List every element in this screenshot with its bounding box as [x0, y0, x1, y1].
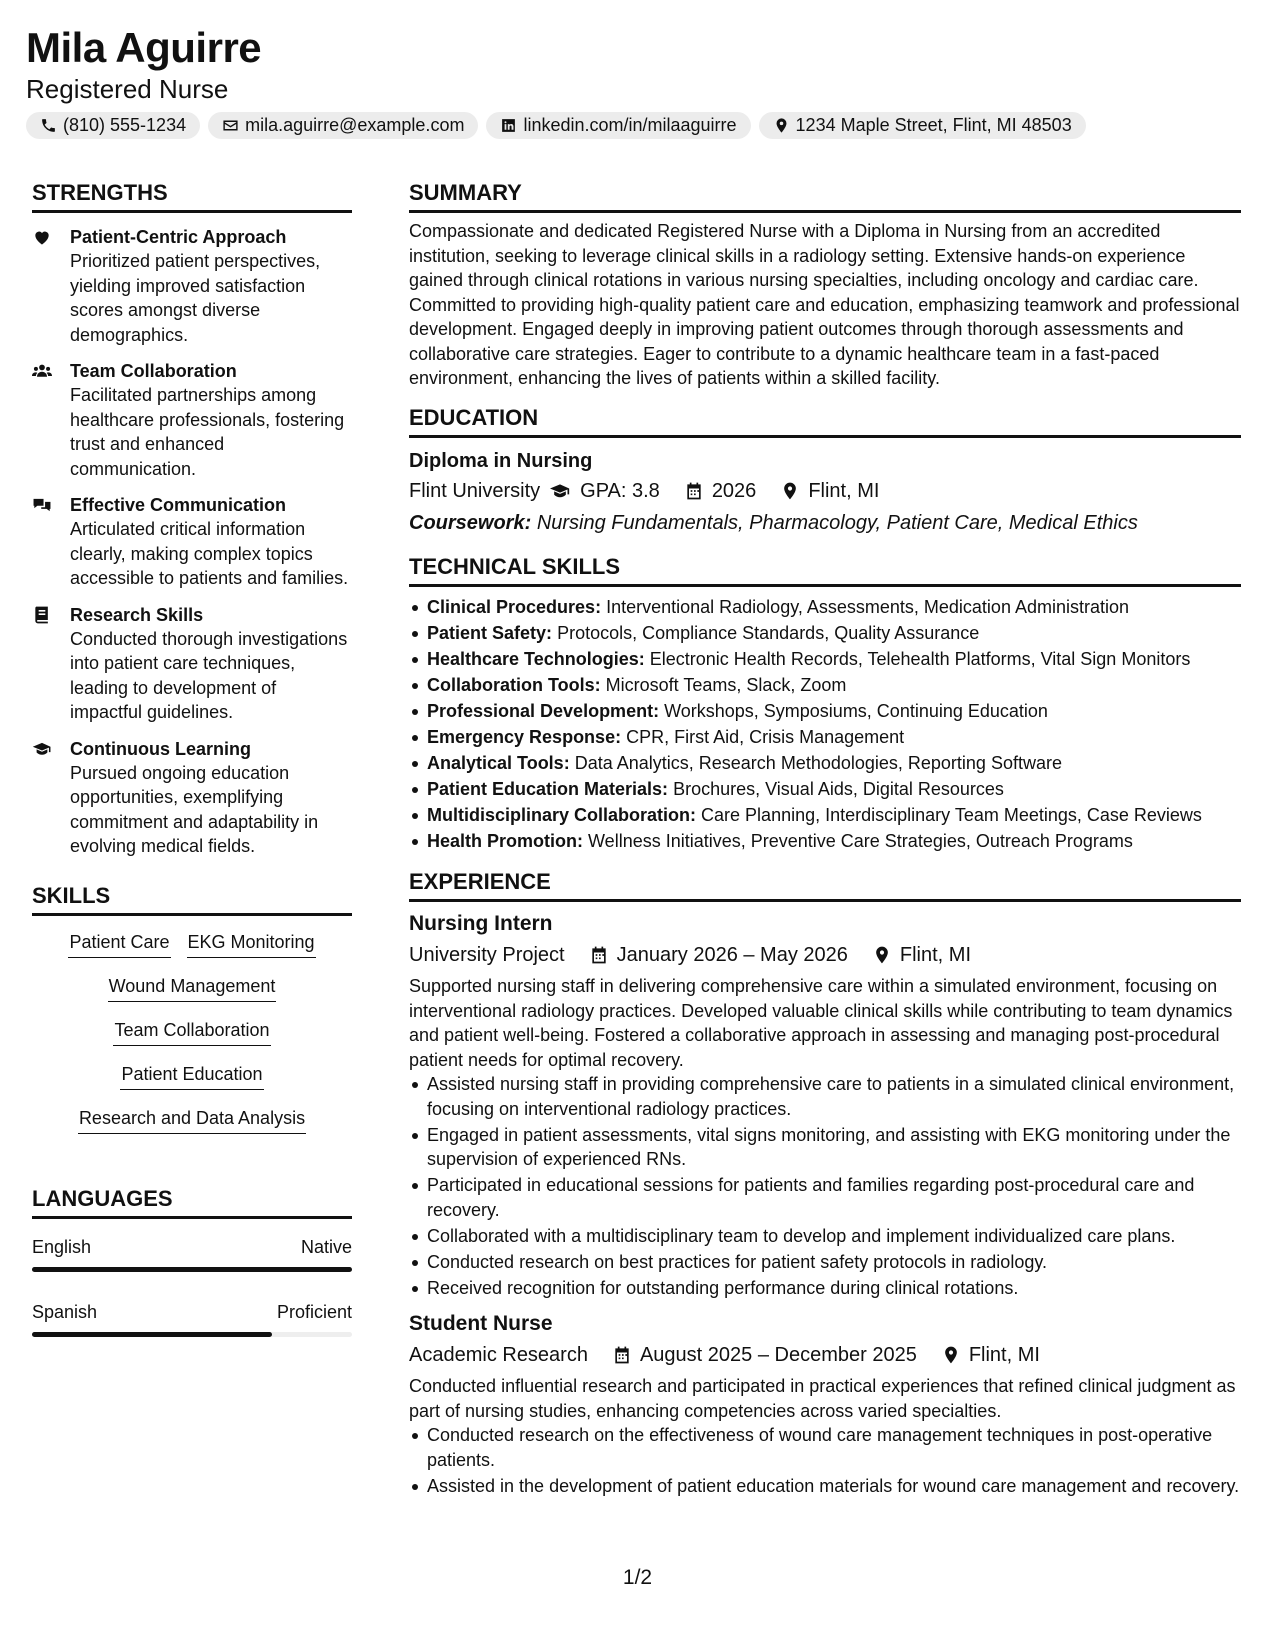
list-item [409, 699, 1241, 724]
users-icon [32, 359, 70, 481]
job-bullets [409, 1423, 1241, 1498]
list-item: Conducted research on best practices for patient safety protocols in radiology. [409, 1250, 1241, 1275]
map-pin-icon [773, 117, 790, 134]
comments-icon [32, 493, 70, 591]
job-description: Conducted influential research and participated in practical experiences that refined clinical judgment as part of nursing studies, enhancing competencies across varied specialties. [409, 1376, 1236, 1421]
education-coursework [409, 508, 1241, 538]
map-pin-icon [780, 481, 800, 501]
language-proficiency-bar [32, 1332, 352, 1337]
skill-category: Emergency Response: [427, 726, 622, 747]
skills-heading: SKILLS [32, 881, 352, 916]
candidate-title: Registered Nurse [26, 74, 229, 104]
skill-category: Multidisciplinary Collaboration: [427, 804, 697, 825]
skill-tag: Research and Data Analysis [78, 1105, 306, 1134]
graduation-cap-icon [548, 481, 572, 501]
skill-values: Protocols, Compliance Standards, Quality Assurance [557, 622, 980, 643]
resume-header [26, 22, 1245, 139]
phone-icon [40, 117, 57, 134]
calendar-icon [684, 481, 704, 501]
job-meta [409, 1340, 1241, 1370]
calendar-icon [589, 945, 609, 965]
languages-heading: LANGUAGES [32, 1184, 352, 1219]
strength-desc: Articulated critical information clearly, making complex topics accessible to patients and families. [70, 519, 349, 588]
education-school: Flint University [409, 479, 541, 502]
skill-values: CPR, First Aid, Crisis Management [626, 726, 905, 747]
strength-desc: Facilitated partnerships among healthcare professionals, fostering trust and enhanced communication. [70, 385, 345, 479]
skill-category: Analytical Tools: [427, 752, 570, 773]
education-gpa: GPA: 3.8 [580, 479, 660, 502]
education-location: Flint, MI [808, 479, 880, 502]
map-pin-icon [941, 1345, 961, 1365]
strength-title: Effective Communication [70, 495, 287, 515]
list-item [409, 595, 1241, 620]
strength-title: Team Collaboration [70, 361, 237, 381]
job-bullets [409, 1072, 1241, 1300]
strength-title: Patient-Centric Approach [70, 227, 287, 247]
contact-address[interactable] [759, 112, 1086, 139]
skill-values: Interventional Radiology, Assessments, Medication Administration [606, 596, 1130, 617]
left-column [32, 178, 352, 1337]
education-heading: EDUCATION [409, 403, 1241, 438]
calendar-icon [612, 1345, 632, 1365]
job-location: Flint, MI [899, 944, 972, 966]
strength-desc: Pursued ongoing education opportunities, exemplifying commitment and adaptability in evolving medical fields. [70, 762, 319, 856]
list-item: Assisted nursing staff in providing comprehensive care to patients in a simulated clinical environment, focusing on interventional radiology practices. [409, 1072, 1241, 1121]
experience-heading: EXPERIENCE [409, 867, 1241, 902]
language-proficiency-bar [32, 1267, 352, 1272]
contact-linkedin[interactable] [486, 112, 750, 139]
strength-desc: Prioritized patient perspectives, yielding improved satisfaction scores amongst diverse demographics. [70, 251, 321, 345]
skills-list [32, 916, 352, 1144]
strength-item [32, 737, 352, 859]
list-item [409, 803, 1241, 828]
candidate-name: Mila Aguirre [26, 24, 262, 71]
envelope-icon [222, 117, 239, 134]
language-level: Native [300, 1236, 352, 1257]
strength-item [32, 603, 352, 725]
skill-tag: Patient Education [120, 1061, 263, 1090]
job-org: University Project [409, 944, 565, 966]
contact-email[interactable] [208, 112, 478, 139]
experience-entry [409, 1310, 1241, 1498]
skill-category: Clinical Procedures: [427, 596, 602, 617]
list-item: Collaborated with a multidisciplinary team to develop and implement individualized care plans. [409, 1224, 1241, 1249]
contact-text: mila.aguirre@example.com [245, 115, 465, 135]
job-meta [409, 940, 1241, 970]
education-year: 2026 [711, 479, 757, 502]
list-item [409, 621, 1241, 646]
proficiency-fill [32, 1267, 352, 1272]
contact-phone[interactable] [26, 112, 200, 139]
book-icon [32, 603, 70, 725]
list-item [409, 725, 1241, 750]
skill-values: Workshops, Symposiums, Continuing Education [664, 700, 1048, 721]
list-item: Conducted research on the effectiveness of wound care management techniques in post-operative patients. [409, 1423, 1241, 1472]
strength-item [32, 493, 352, 591]
skill-values: Data Analytics, Research Methodologies, Reporting Software [574, 752, 1062, 773]
skill-values: Microsoft Teams, Slack, Zoom [605, 674, 847, 695]
job-dates: January 2026 – May 2026 [616, 944, 848, 966]
skill-values: Brochures, Visual Aids, Digital Resources [673, 778, 1004, 799]
contact-text: 1234 Maple Street, Flint, MI 48503 [795, 115, 1072, 135]
summary-text: Compassionate and dedicated Registered Nurse with a Diploma in Nursing from an accredited institution, seeking to leverage clinical skills in a radiology setting. Extensive hands-on experience gained through clinical rotations in various nursing specialties, including oncology and cardiac care. Committed to providing high-quality patient care and education, emphasizing teamwork and professional development. Engaged deeply in improving patient outcomes through thorough assessments and collaborative care strategies. Eager to contribute to a dynamic healthcare team in a fast-paced environment, enhancing the lives of patients within a skilled facility. [409, 221, 1240, 388]
proficiency-fill [32, 1332, 272, 1337]
list-item [409, 673, 1241, 698]
skill-category: Collaboration Tools: [427, 674, 601, 695]
skill-category: Patient Safety: [427, 622, 553, 643]
strength-desc: Conducted thorough investigations into patient care techniques, leading to development of impactful guidelines. [70, 628, 348, 722]
skill-category: Health Promotion: [427, 830, 583, 851]
contact-text: (810) 555-1234 [63, 115, 187, 135]
skill-tag: Patient Care [68, 929, 170, 958]
strength-item [32, 359, 352, 481]
skill-category: Patient Education Materials: [427, 778, 669, 799]
language-item [32, 1233, 352, 1272]
technical-skills-heading: TECHNICAL SKILLS [409, 552, 1241, 587]
list-item: Received recognition for outstanding performance during clinical rotations. [409, 1276, 1241, 1301]
job-description: Supported nursing staff in delivering comprehensive care within a simulated environment, focusing on interventional radiology practices. Developed valuable clinical skills while contributing to team dynamics and patient well-being. Fostered a collaborative approach in assessing and managing post-procedural patient needs for optimal recovery. [409, 976, 1233, 1070]
language-item [32, 1298, 352, 1337]
education-meta [409, 476, 1241, 506]
heart-icon [32, 225, 70, 347]
right-column [409, 178, 1241, 1500]
map-pin-icon [872, 945, 892, 965]
strength-item [32, 225, 352, 347]
list-item: Participated in educational sessions for patients and families regarding post-procedural care and recovery. [409, 1173, 1241, 1222]
coursework-label: Coursework: [409, 511, 532, 534]
skill-values: Care Planning, Interdisciplinary Team Meetings, Case Reviews [701, 804, 1202, 825]
skill-tag: EKG Monitoring [187, 929, 316, 958]
skill-category: Professional Development: [427, 700, 660, 721]
technical-skills-list [409, 595, 1241, 854]
strengths-heading: STRENGTHS [32, 178, 352, 213]
job-title: Nursing Intern [409, 912, 553, 935]
skill-values: Electronic Health Records, Telehealth Platforms, Vital Sign Monitors [649, 648, 1191, 669]
skill-tag: Wound Management [108, 973, 277, 1002]
page-number: 1/2 [622, 1566, 653, 1589]
skill-values: Wellness Initiatives, Preventive Care Strategies, Outreach Programs [588, 830, 1133, 851]
job-org: Academic Research [409, 1344, 588, 1366]
list-item [409, 647, 1241, 672]
strength-title: Research Skills [70, 604, 204, 625]
list-item: Assisted in the development of patient education materials for wound care management and recovery. [409, 1474, 1241, 1499]
language-name: English [32, 1236, 92, 1257]
contact-bar [26, 112, 1245, 139]
summary-heading: SUMMARY [409, 178, 1241, 213]
list-item [409, 777, 1241, 802]
language-level: Proficient [276, 1301, 352, 1322]
skill-category: Healthcare Technologies: [427, 648, 645, 669]
graduation-cap-icon [32, 737, 70, 859]
list-item: Engaged in patient assessments, vital signs monitoring, and assisting with EKG monitoring under the supervision of experienced RNs. [409, 1123, 1241, 1172]
list-item [409, 751, 1241, 776]
strength-title: Continuous Learning [70, 738, 251, 759]
contact-text: linkedin.com/in/milaaguirre [523, 115, 737, 135]
skill-tag: Team Collaboration [113, 1017, 270, 1046]
linkedin-icon [500, 117, 517, 134]
job-location: Flint, MI [968, 1344, 1040, 1366]
education-degree: Diploma in Nursing [409, 449, 593, 472]
job-dates: August 2025 – December 2025 [639, 1344, 917, 1366]
list-item [409, 829, 1241, 854]
language-name: Spanish [32, 1301, 98, 1322]
experience-entry [409, 910, 1241, 1300]
coursework-list: Nursing Fundamentals, Pharmacology, Patient Care, Medical Ethics [536, 511, 1138, 534]
job-title: Student Nurse [409, 1312, 553, 1335]
